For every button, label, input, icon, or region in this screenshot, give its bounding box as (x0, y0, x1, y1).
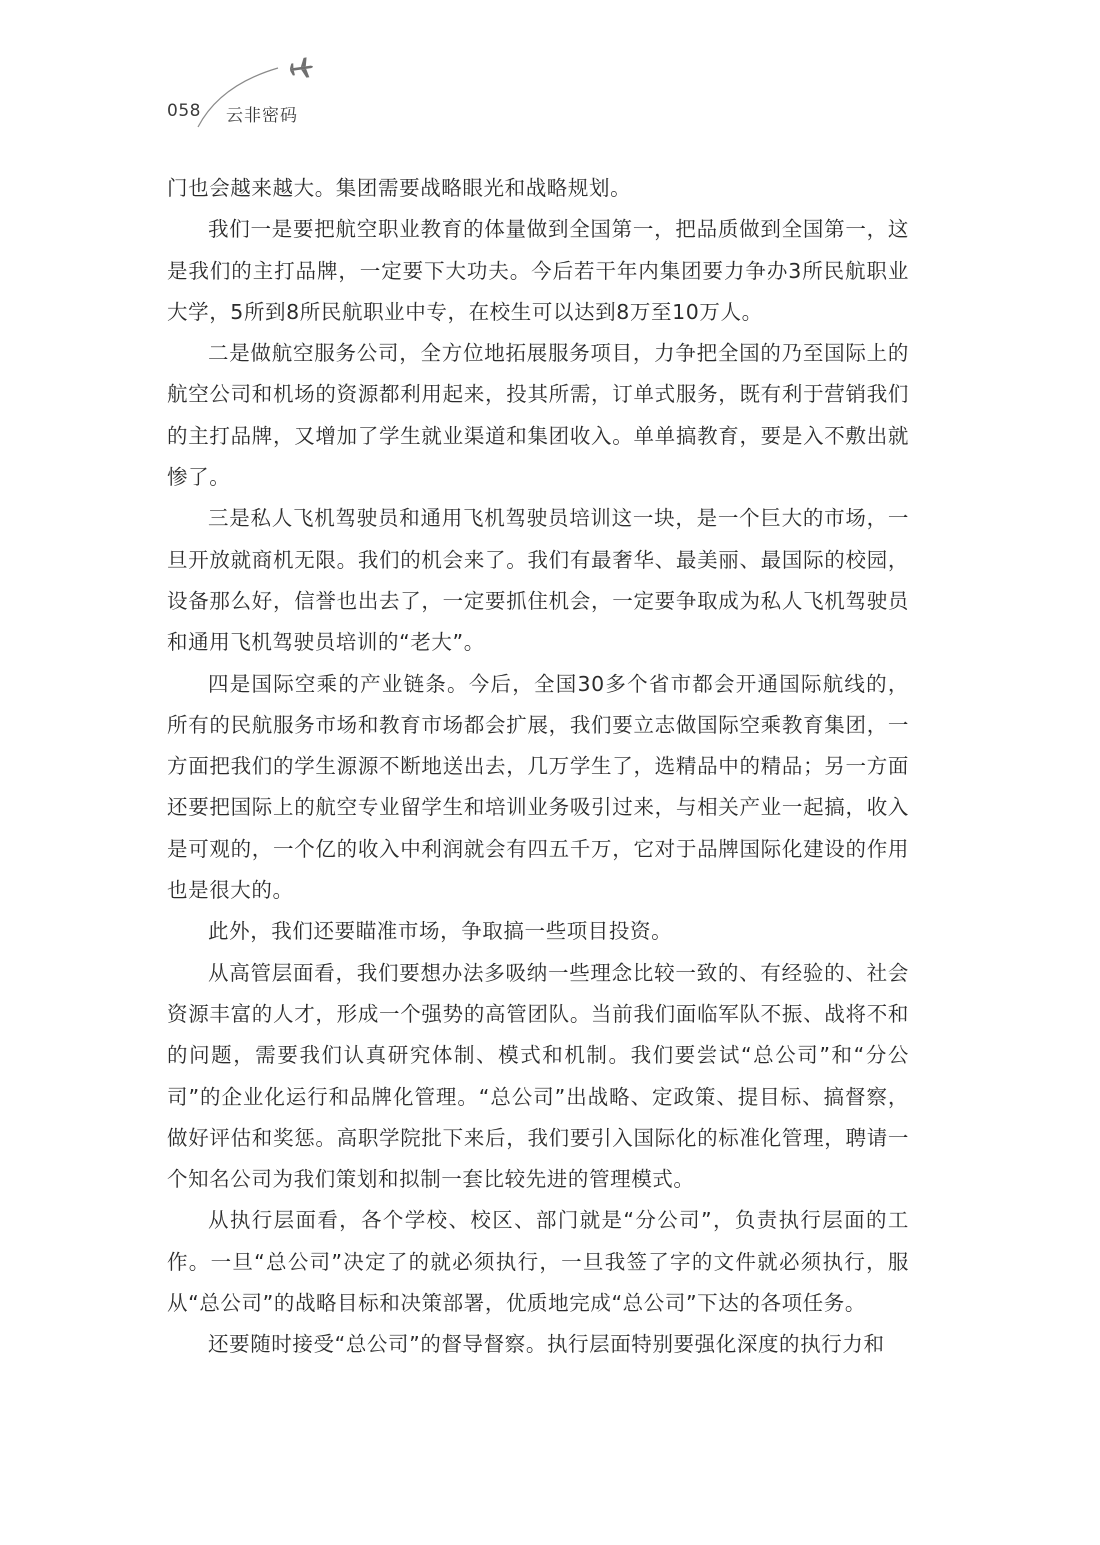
paragraph: 还要随时接受“总公司”的督导督察。执行层面特别要强化深度的执行力和 (208, 1332, 885, 1357)
paragraph: 从执行层面看，各个学校、校区、部门就是“分公司”，负责执行层面的工作。一旦“总公司”决定了的就必须执行，一旦我签了字的文件就必须执行，服从“总公司”的战略目标和决策部署，优质地完成“总公司”下达的各项任务。 (167, 1208, 909, 1316)
page-header (0, 0, 1100, 140)
paragraph: 我们一是要把航空职业教育的体量做到全国第一，把品质做到全国第一，这是我们的主打品牌，一定要下大功夫。今后若干年内集团要力争办3所民航职业大学，5所到8所民航职业中专，在校生可以达到8万至10万人。 (167, 217, 909, 324)
paragraph: 三是私人飞机驾驶员和通用飞机驾驶员培训这一块，是一个巨大的市场，一旦开放就商机无限。我们的机会来了。我们有最奢华、最美丽、最国际的校园，设备那么好，信誉也出去了，一定要抓住机会，一定要争取成为私人飞机驾驶员和通用飞机驾驶员培训的“老大”。 (167, 506, 909, 655)
paragraph: 门也会越来越大。集团需要战略眼光和战略规划。 (167, 176, 632, 200)
paragraph: 四是国际空乘的产业链条。今后，全国30多个省市都会开通国际航线的，所有的民航服务市场和教育市场都会扩展，我们要立志做国际空乘教育集团，一方面把我们的学生源源不断地送出去，几万学生了，选精品中的精品；另一方面还要把国际上的航空专业留学生和培训业务吸引过来，与相关产业一起搞，收入是可观的，一个亿的收入中利润就会有四五千万，它对于品牌国际化建设的作用也是很大的。 (167, 671, 909, 903)
book-title: 云非密码 (226, 106, 298, 126)
paragraph: 此外，我们还要瞄准市场，争取搞一些项目投资。 (208, 919, 673, 944)
page-number: 058 (167, 101, 201, 121)
paragraph: 二是做航空服务公司，全方位地拓展服务项目，力争把全国的乃至国际上的航空公司和机场的资源都利用起来，投其所需，订单式服务，既有利于营销我们的主打品牌，又增加了学生就业渠道和集团收入。单单搞教育，要是入不敷出就惨了。 (167, 341, 909, 490)
body-text (167, 168, 909, 1366)
paragraph: 从高管层面看，我们要想办法多吸纳一些理念比较一致的、有经验的、社会资源丰富的人才，形成一个强势的高管团队。当前我们面临军队不振、战将不和的问题，需要我们认真研究体制、模式和机制。我们要尝试“总公司”和“分公司”的企业化运行和品牌化管理。“总公司”出战略、定政策、提目标、搞督察，做好评估和奖惩。高职学院批下来后，我们要引入国际化的标准化管理，聘请一个知名公司为我们策划和拟制一套比较先进的管理模式。 (167, 960, 909, 1192)
